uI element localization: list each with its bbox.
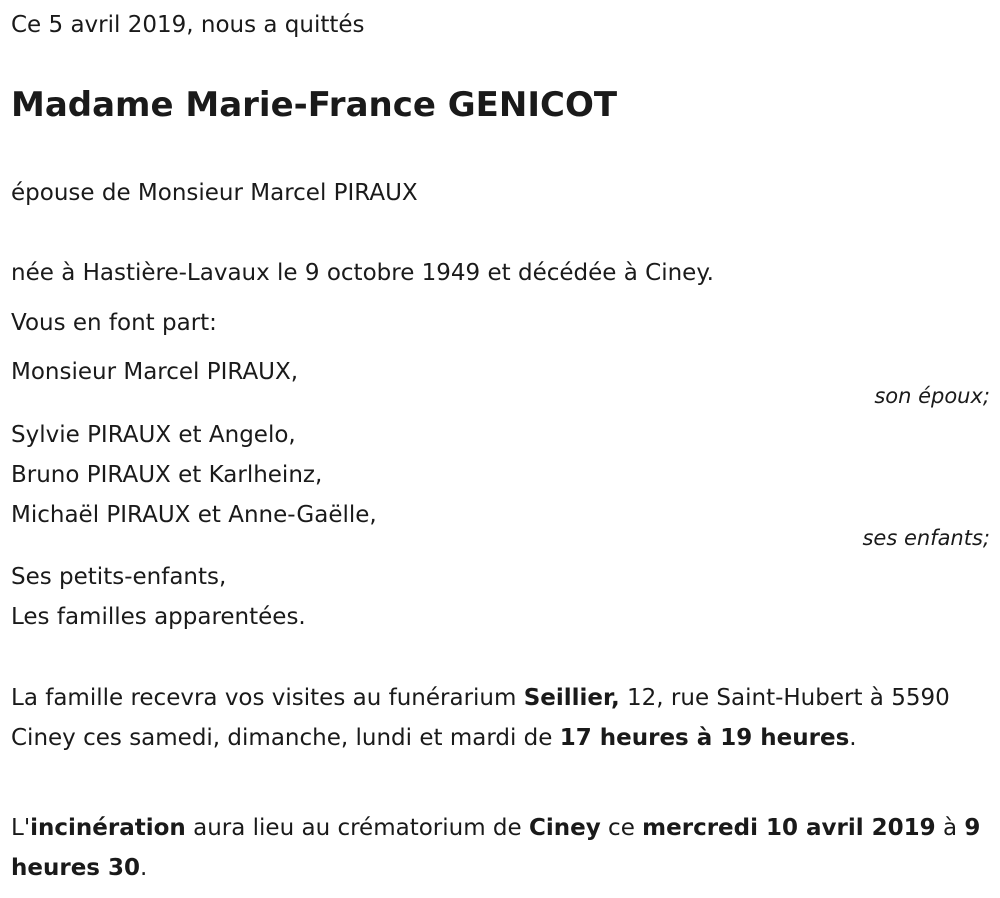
cremation-place: Ciney <box>529 815 601 841</box>
visiting-hours: 17 heures à 19 heures <box>559 725 850 751</box>
child-line: Michaël PIRAUX et Anne-Gaëlle, <box>11 502 377 528</box>
visits-paragraph <box>11 678 991 758</box>
cremation-text: ce <box>600 815 643 841</box>
cremation-word: incinération <box>30 815 186 841</box>
visits-text: . <box>849 725 857 751</box>
child-line: Bruno PIRAUX et Karlheinz, <box>11 462 323 488</box>
deceased-name: Madame Marie-France GENICOT <box>11 85 618 125</box>
cremation-text: L' <box>11 815 31 841</box>
cremation-text: aura lieu au crématorium de <box>185 815 529 841</box>
families-line: Les familles apparentées. <box>11 604 306 630</box>
funeral-home-name: Seillier, <box>523 685 620 711</box>
cremation-date: mercredi 10 avril 2019 <box>642 815 936 841</box>
cremation-time: 9 heures 30 <box>11 815 981 881</box>
children-role: ses enfants; <box>862 526 990 550</box>
cremation-text: . <box>140 855 148 881</box>
child-line: Sylvie PIRAUX et Angelo, <box>11 422 296 448</box>
cremation-paragraph <box>11 808 991 888</box>
grandchildren-line: Ses petits-enfants, <box>11 564 227 590</box>
cremation-text: à <box>935 815 965 841</box>
intro-line: Ce 5 avril 2019, nous a quittés <box>11 12 365 38</box>
spouse-line: épouse de Monsieur Marcel PIRAUX <box>11 180 418 206</box>
birth-death-line: née à Hastière-Lavaux le 9 octobre 1949 et décédée à Ciney. <box>11 260 714 286</box>
visits-text: 12, rue Saint-Hubert à 5590 Ciney ces samedi, dimanche, lundi et mardi de <box>11 685 950 751</box>
visits-text: La famille recevra vos visites au funérarium <box>11 685 524 711</box>
announcement-line: Vous en font part: <box>11 310 217 336</box>
husband-line: Monsieur Marcel PIRAUX, <box>11 359 299 385</box>
husband-role: son époux; <box>874 384 990 408</box>
